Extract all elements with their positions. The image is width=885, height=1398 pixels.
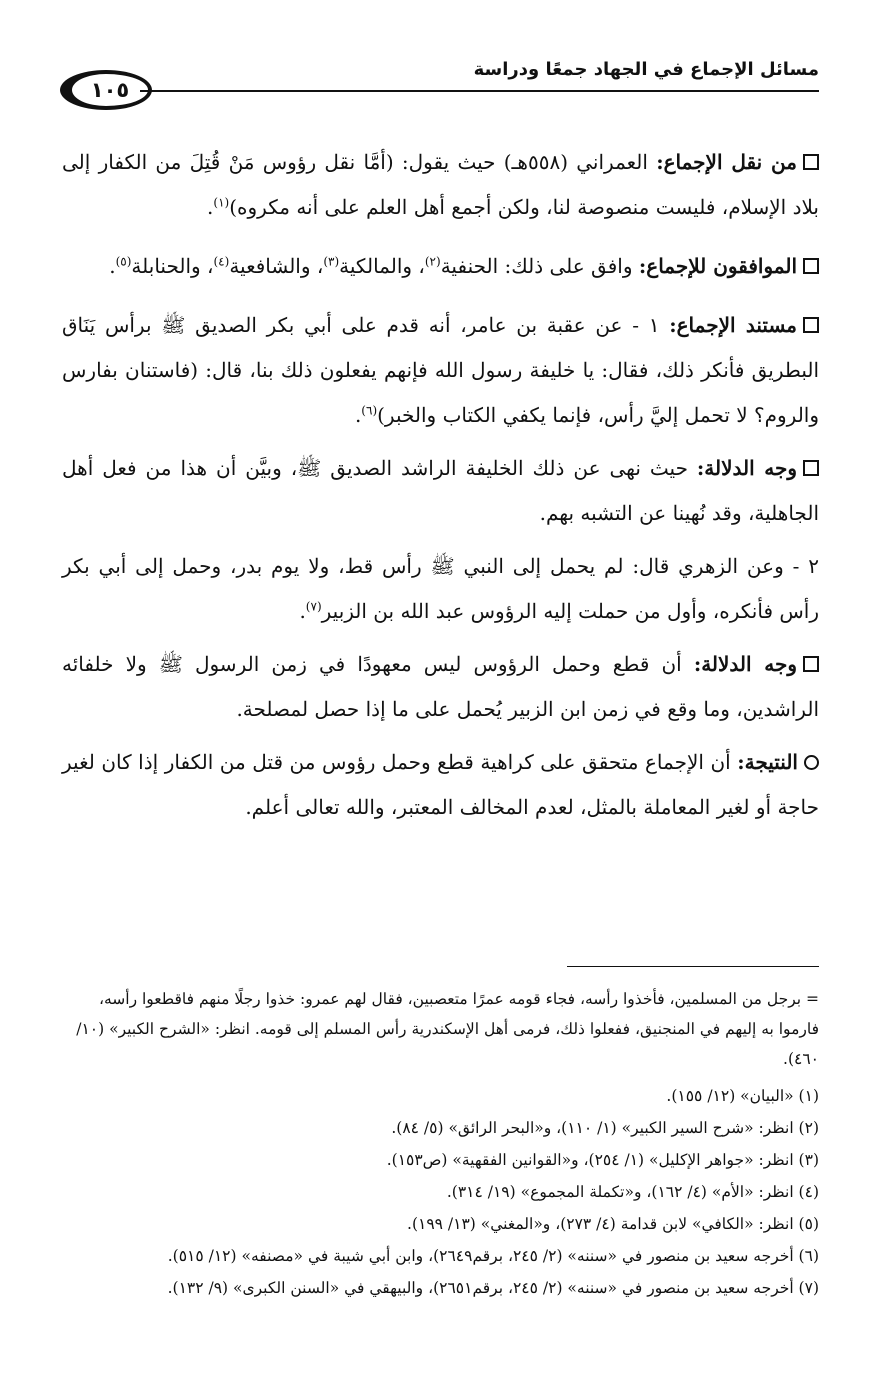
- paragraph-heading: من نقل الإجماع:: [656, 150, 797, 174]
- footnote-ref[interactable]: (٢): [424, 254, 441, 269]
- square-bullet-icon: [803, 317, 819, 333]
- paragraph-indication-2: [62, 642, 819, 732]
- footnote-ref[interactable]: (١): [213, 195, 230, 210]
- square-bullet-icon: [803, 460, 819, 476]
- paragraph-text: ، والشافعية: [229, 254, 324, 278]
- footnotes: [62, 984, 819, 1304]
- paragraph-text: أن الإجماع متحقق على كراهية قطع وحمل رؤوس من قتل من الكفار إذا كان لغير حاجة أو لغير المعاملة بالمثل، لعدم المخالف المعتبر، والله تعالى أعلم.: [62, 750, 819, 819]
- paragraph-text: وافق على ذلك: الحنفية: [440, 254, 639, 278]
- paragraph-heading: وجه الدلالة:: [693, 652, 797, 676]
- circle-bullet-icon: [804, 755, 819, 770]
- paragraph-heading: الموافقون للإجماع:: [638, 254, 797, 278]
- square-bullet-icon: [803, 154, 819, 170]
- footnote-ref[interactable]: (٣): [323, 254, 340, 269]
- footnote-item: (٣) انظر: «جواهر الإكليل» (١/ ٢٥٤)، و«القوانين الفقهية» (ص١٥٣).: [386, 1151, 819, 1169]
- paragraph-text: العمراني (٥٥٨هـ) حيث يقول: (أمَّا نقل رؤوس مَنْ قُتِلَ من الكفار إلى بلاد الإسلام، فليست منصوصة لنا، ولكن أجمع أهل العلم على أنه مكروه): [62, 150, 819, 219]
- paragraph-heading: مستند الإجماع:: [669, 313, 798, 337]
- page-number: ١٠٥: [60, 70, 152, 110]
- paragraph-indication-1: [62, 446, 819, 536]
- footnote-item: (٦) أخرجه سعيد بن منصور في «سننه» (٢/ ٢٤٥، برقم٢٦٤٩)، وابن أبي شيبة في «مصنفه» (١٢/ ٥١٥).: [167, 1247, 819, 1265]
- paragraph-evidence: [62, 303, 819, 438]
- header-rule: [140, 90, 819, 92]
- paragraph-agreeing-schools: [62, 244, 819, 289]
- page-header: [60, 58, 819, 100]
- running-title: مسائل الإجماع في الجهاد جمعًا ودراسة: [473, 59, 819, 80]
- paragraph-evidence-2: [62, 544, 819, 634]
- paragraph-transmitters: [62, 140, 819, 230]
- main-text: [62, 140, 819, 844]
- footnote-item: (٤) انظر: «الأم» (٤/ ١٦٢)، و«تكملة المجموع» (١٩/ ٣١٤).: [446, 1183, 819, 1201]
- footnote-item: (٥) انظر: «الكافي» لابن قدامة (٤/ ٢٧٣)، و«المغني» (١٣/ ١٩٩).: [407, 1215, 819, 1233]
- punctuation: .: [109, 254, 116, 278]
- paragraph-text: أن قطع وحمل الرؤوس ليس معهودًا في زمن الرسول ﷺ ولا خلفائه الراشدين، وما وقع في زمن ابن الزبير يُحمل على ما إذا حصل لمصلحة.: [62, 652, 819, 721]
- paragraph-text: ٢ - وعن الزهري قال: لم يحمل إلى النبي ﷺ رأس قط، ولا يوم بدر، وحمل إلى أبي بكر رأس فأنكره، وأول من حملت إليه الرؤوس عبد الله بن الزبير: [62, 554, 819, 623]
- footnote-continuation: = برجل من المسلمين، فأخذوا رأسه، فجاء قومه عمرًا متعصبين، فقال لهم عمرو: خذوا رجلًا منهم فاقطعوا رأسه، فارموا به إليهم في المنجنيق، ففعلوا ذلك، فرمى أهل الإسكندرية رأس المسلم إلى قومه. انظر: «الشرح الكبير» (١٠/ ٤٦٠).: [76, 990, 819, 1068]
- footnote-item: (٧) أخرجه سعيد بن منصور في «سننه» (٢/ ٢٤٥، برقم٢٦٥١)، والبيهقي في «السنن الكبرى» (٩/ ١٣٢).: [167, 1279, 819, 1297]
- footnote-item: (١) «البيان» (١٢/ ١٥٥).: [666, 1087, 819, 1105]
- footnote-ref[interactable]: (٦): [361, 403, 378, 418]
- footnote-item: (٢) انظر: «شرح السير الكبير» (١/ ١١٠)، و«البحر الرائق» (٥/ ٨٤).: [391, 1119, 819, 1137]
- punctuation: .: [299, 599, 306, 623]
- punctuation: .: [354, 403, 362, 427]
- square-bullet-icon: [803, 258, 819, 274]
- footnote-ref[interactable]: (٤): [213, 254, 230, 269]
- paragraph-heading: النتيجة:: [737, 750, 798, 774]
- paragraph-heading: وجه الدلالة:: [696, 456, 797, 480]
- footnote-ref[interactable]: (٧): [305, 599, 322, 614]
- paragraph-conclusion: [62, 740, 819, 830]
- paragraph-text: ، والحنابلة: [131, 254, 214, 278]
- square-bullet-icon: [803, 656, 819, 672]
- paragraph-text: حيث نهى عن ذلك الخليفة الراشد الصديق ﷺ، وبيَّن أن هذا من فعل أهل الجاهلية، وقد نُهينا عن التشبه بهم.: [62, 456, 819, 525]
- paragraph-text: ١ - عن عقبة بن عامر، أنه قدم على أبي بكر الصديق ﷺ برأس يَنَاق البطريق فأنكر ذلك، فقال: يا خليفة رسول الله فإنهم يفعلون ذلك بنا، قال: (فاستنان بفارس والروم؟ لا تحمل إليَّ رأس، فإنما يكفي الكتاب والخبر): [62, 313, 819, 427]
- footnote-separator: [567, 966, 819, 967]
- paragraph-text: ، والمالكية: [339, 254, 425, 278]
- punctuation: .: [207, 195, 214, 219]
- footnote-ref[interactable]: (٥): [115, 254, 132, 269]
